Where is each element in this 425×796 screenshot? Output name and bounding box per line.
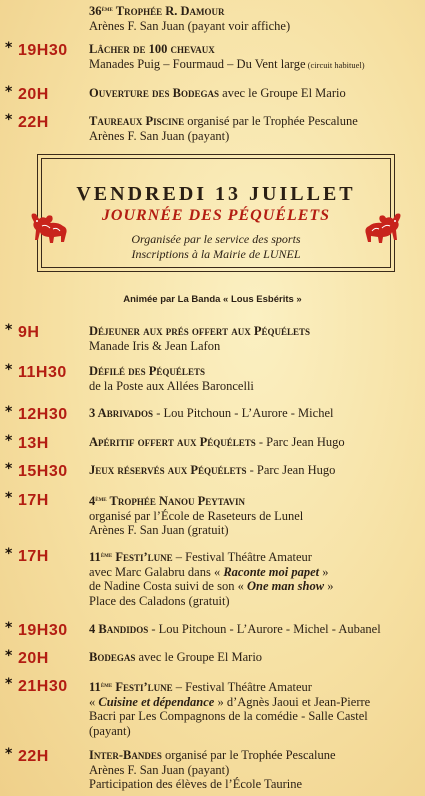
star-icon: * bbox=[5, 84, 13, 100]
event-title: 36ème Trophée R. Damour bbox=[89, 4, 225, 18]
banner-line: Inscriptions à la Mairie de LUNEL bbox=[131, 247, 301, 261]
star-icon: * bbox=[5, 461, 13, 477]
event-time: 15H30 bbox=[18, 463, 68, 480]
event-time: 22H bbox=[18, 748, 49, 765]
star-icon: * bbox=[5, 746, 13, 762]
event-time: 9H bbox=[18, 324, 40, 341]
banner-title: VENDREDI 13 JUILLET bbox=[76, 183, 356, 205]
event-time: 22H bbox=[18, 114, 49, 131]
event-time: 13H bbox=[18, 435, 49, 452]
event-time: 20H bbox=[18, 86, 49, 103]
event-time: 17H bbox=[18, 548, 49, 565]
bull-icon bbox=[362, 210, 404, 246]
event-time: 12H30 bbox=[18, 406, 68, 423]
banner-line: Organisée par le service des sports bbox=[131, 232, 301, 246]
banner-subtitle: JOURNÉE DES PÉQUÉLETS bbox=[101, 207, 331, 224]
event-time: 17H bbox=[18, 492, 49, 509]
day-banner bbox=[37, 154, 395, 272]
star-icon: * bbox=[5, 433, 13, 449]
star-icon: * bbox=[5, 648, 13, 664]
event-title: Ouverture des Bodegas bbox=[89, 86, 220, 100]
star-icon: * bbox=[5, 490, 13, 506]
animation-note: Animée par La Banda « Lous Esbérits » bbox=[123, 294, 302, 305]
star-icon: * bbox=[5, 404, 13, 420]
event-title: Taureaux Piscine bbox=[89, 114, 185, 128]
event-time: 19H30 bbox=[18, 622, 68, 639]
star-icon: * bbox=[5, 40, 13, 56]
star-icon: * bbox=[5, 362, 13, 378]
event-time: 19H30 bbox=[18, 42, 68, 59]
star-icon: * bbox=[5, 322, 13, 338]
star-icon: * bbox=[5, 546, 13, 562]
bull-icon bbox=[28, 210, 70, 246]
star-icon: * bbox=[5, 676, 13, 692]
event-location: Arènes F. San Juan (payant voir affiche) bbox=[89, 18, 291, 33]
star-icon: * bbox=[5, 112, 13, 128]
event-title: Lâcher de 100 chevaux bbox=[89, 42, 215, 56]
event-time: 21H30 bbox=[18, 678, 68, 695]
event-time: 11H30 bbox=[18, 364, 67, 381]
star-icon: * bbox=[5, 620, 13, 636]
event-time: 20H bbox=[18, 650, 49, 667]
